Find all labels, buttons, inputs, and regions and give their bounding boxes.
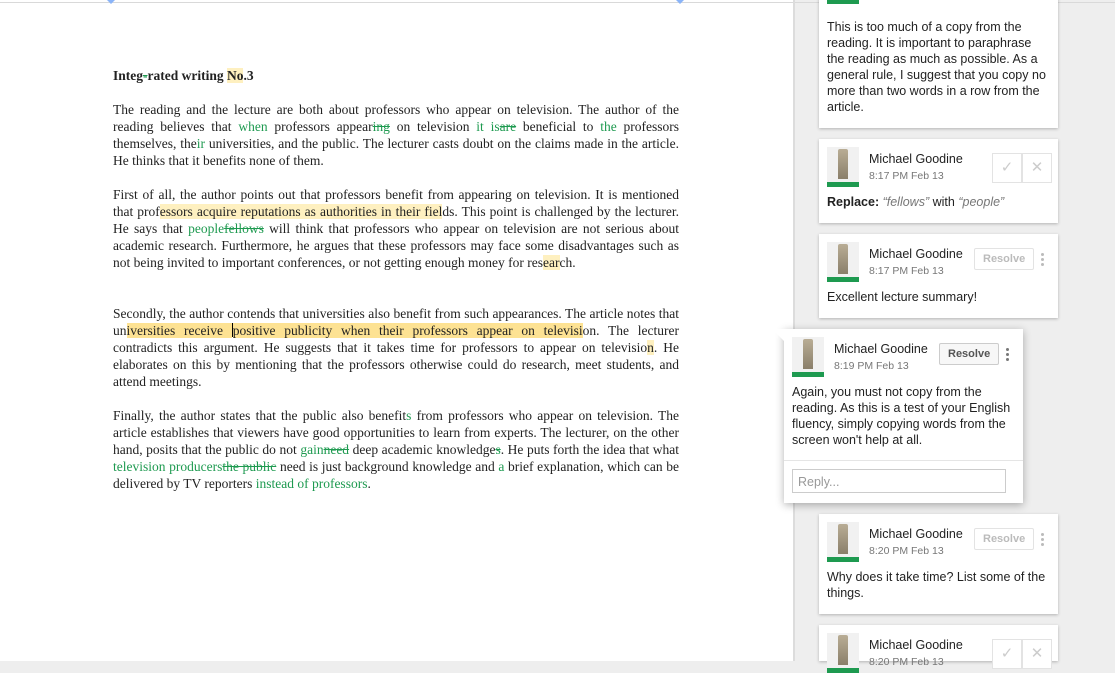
comment-card[interactable]	[819, 514, 1058, 614]
suggestion-delete[interactable]: s	[495, 442, 501, 457]
comment-card-active[interactable]	[784, 329, 1023, 503]
resolve-button[interactable]: Resolve	[974, 528, 1034, 550]
close-icon[interactable]: ✕	[1022, 153, 1052, 183]
suggestion-insert[interactable]: the	[600, 119, 617, 134]
resolve-button[interactable]: Resolve	[974, 248, 1034, 270]
comment-time: 8:20 PM Feb 13	[869, 545, 944, 557]
suggestion-delete[interactable]: the public	[222, 459, 277, 474]
comment-card[interactable]	[819, 234, 1058, 318]
resolve-button[interactable]: Resolve	[939, 343, 999, 365]
comment-body: Excellent lecture summary!	[827, 290, 978, 304]
comment-highlight[interactable]: n	[647, 340, 654, 355]
suggestion-insert[interactable]: a	[498, 459, 505, 474]
suggestion-card[interactable]	[819, 139, 1058, 223]
paragraph-second[interactable]: Secondly, the author contends that universities also benefit from such appearances. The article notes that universities receive positive publicity when their professors appear on television. The lecturer contradicts this argument. He suggests that it takes time for professors to appear on television. He elaborates on this by mentioning that the professors otherwise could do research, meet students, and attend meetings.	[113, 306, 679, 389]
comment-time: 8:19 PM Feb 13	[834, 360, 909, 372]
suggestion-text: Replace: “fellows” with “people”	[827, 195, 1005, 209]
suggestion-insert[interactable]: gain	[300, 442, 324, 457]
ruler-right-indent-marker[interactable]	[676, 0, 684, 4]
suggestion-insert[interactable]: it is	[476, 119, 500, 134]
suggestion-delete[interactable]: fellows	[224, 221, 264, 236]
avatar	[827, 147, 859, 187]
avatar	[827, 522, 859, 562]
comment-highlight[interactable]: essors acquire reputations as authorities in their fiel	[159, 204, 443, 219]
suggestion-insert[interactable]: television producers	[113, 459, 223, 474]
more-vert-icon[interactable]	[1041, 253, 1044, 268]
suggestion-insert[interactable]: when	[238, 119, 268, 134]
paragraph-intro[interactable]: The reading and the lecture are both about professors who appear on television. The author of the reading believes that when professors appearing on television it isare beneficial to the professors themselves, their universities, and the public. The lecturer casts doubt on the claims made in the article. He thinks that it benefits none of them.	[113, 102, 680, 168]
comment-pointer	[772, 329, 784, 341]
comment-author: Michael Goodine	[869, 247, 963, 261]
document-title[interactable]: Integ-rated writing No.3	[113, 68, 254, 83]
comment-highlight[interactable]: ear	[543, 255, 560, 270]
close-icon[interactable]: ✕	[1022, 639, 1052, 669]
comment-time: 8:17 PM Feb 13	[869, 265, 944, 277]
comment-author: Michael Goodine	[869, 638, 963, 652]
more-vert-icon[interactable]	[1041, 533, 1044, 548]
reply-divider	[784, 460, 1023, 461]
paragraph-first[interactable]: First of all, the author points out that professors benefit from appearing on television. It is mentioned that professors acquire reputations as authorities in their fields. This point is challenged by the lecturer. He says that peoplefellows will think that professors who appear on television are not serious about academic research. Furthermore, he argues that these professors may face some disadvantages such as not being invited to important conferences, or not getting enough money for research.	[113, 187, 680, 270]
ruler-left-indent-marker[interactable]	[107, 0, 115, 4]
comment-time: 8:20 PM Feb 13	[869, 656, 944, 668]
suggestion-insert[interactable]: s	[406, 408, 412, 423]
comment-time: 8:17 PM Feb 13	[869, 170, 944, 182]
suggestion-insert[interactable]: instead of professors	[255, 476, 368, 491]
suggestion-card[interactable]	[819, 625, 1058, 668]
comment-card[interactable]	[819, 0, 1058, 128]
comment-author: Michael Goodine	[869, 152, 963, 166]
suggestion-delete[interactable]: ing	[372, 119, 390, 134]
more-vert-icon[interactable]	[1006, 348, 1009, 363]
avatar-bar	[827, 0, 859, 4]
avatar	[792, 337, 824, 377]
comment-body: This is too much of a copy from the reading. It is important to paraphrase the reading as much as possible. As a general rule, I suggest that you copy no more than two words in a row from the article.	[827, 20, 1046, 114]
check-icon[interactable]: ✓	[992, 153, 1022, 183]
comment-body: Again, you must not copy from the reading. As this is a test of your English fluency, simply copying words from the screen won't help at all.	[792, 385, 1011, 447]
check-icon[interactable]: ✓	[992, 639, 1022, 669]
comment-author: Michael Goodine	[869, 527, 963, 541]
suggestion-delete[interactable]: need	[323, 442, 350, 457]
suggestion-insert[interactable]: ir	[196, 136, 205, 151]
comment-highlight-active[interactable]: iversities receive	[126, 323, 232, 338]
suggestion-delete[interactable]: are	[499, 119, 517, 134]
paragraph-finally[interactable]: Finally, the author states that the public also benefits from professors who appear on television. The article establishes that viewers have good opportunities to learn from experts. The lecturer, on the other hand, posits that the public do not gainneed deep academic knowledges. He puts forth the idea that what television producersthe public need is just background knowledge and a brief explanation, which can be delivered by TV reporters instead of professors.	[113, 408, 680, 491]
comment-author: Michael Goodine	[834, 342, 928, 356]
comment-body: Why does it take time? List some of the things.	[827, 570, 1046, 600]
avatar	[827, 633, 859, 673]
suggestion-insert[interactable]: people	[188, 221, 225, 236]
reply-input[interactable]: Reply...	[792, 469, 1006, 493]
avatar	[827, 242, 859, 282]
comment-highlight-active[interactable]: positive publicity when their professors appear on televisi	[232, 323, 583, 338]
